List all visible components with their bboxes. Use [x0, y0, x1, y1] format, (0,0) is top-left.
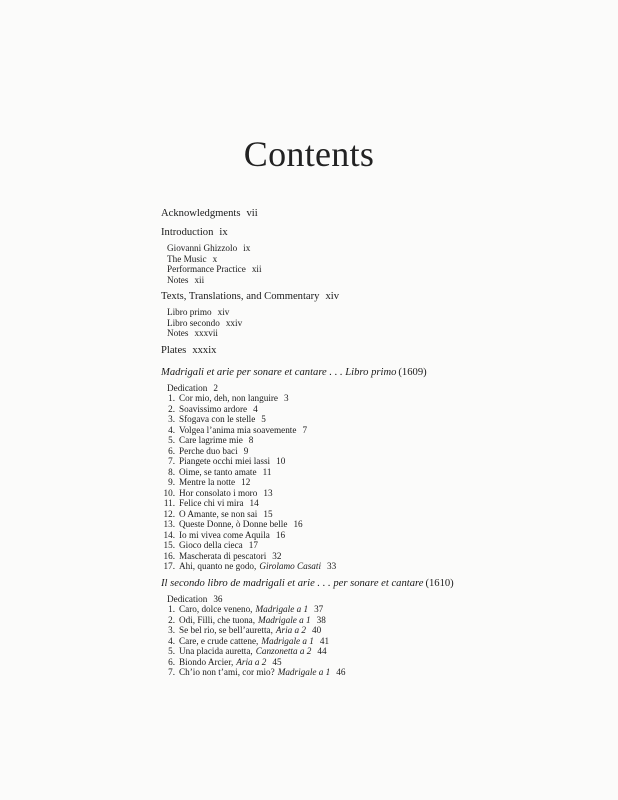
item-page: 13: [263, 487, 273, 498]
item-page: 9: [243, 445, 249, 456]
item-number: 1.: [168, 393, 175, 403]
subentry-page: xii: [194, 274, 205, 285]
item-number: 4.: [168, 635, 175, 646]
toc-subentry: [161, 318, 601, 329]
item-page: 41: [319, 635, 330, 646]
item-title: Oime, se tanto amate: [179, 466, 257, 477]
collection-year: (1609): [398, 366, 427, 378]
list-item: [161, 414, 601, 425]
item-title: Soavissimo ardore: [179, 403, 248, 414]
item-page: 15: [263, 508, 273, 519]
item-page: 14: [249, 498, 259, 508]
collection-title: Il secondo libro de madrigali et arie . . . per sonare et cantare: [161, 577, 424, 589]
table-of-contents: [161, 207, 601, 678]
list-item: [161, 404, 601, 415]
item-title: Se bel rio, se bell’auretta,: [179, 625, 273, 635]
item-number: 17.: [163, 561, 175, 571]
item-page: 8: [248, 435, 254, 445]
item-number: 5.: [168, 646, 175, 656]
subentry-page: xiv: [217, 307, 230, 317]
item-number: 3.: [168, 625, 175, 635]
list-item: [161, 636, 601, 647]
item-number: 14.: [163, 529, 175, 540]
book-one-section: [161, 366, 601, 572]
item-note: Madrigale a 1: [255, 604, 309, 614]
item-title: Ahi, quanto ne godo,: [179, 561, 257, 571]
list-item: [161, 488, 601, 499]
item-number: 10.: [163, 487, 175, 498]
item-title: Piangete occhi miei lassi: [179, 456, 271, 466]
subentry-page: ix: [243, 243, 251, 253]
item-title: Perche duo baci: [179, 445, 238, 456]
item-note: Girolamo Casati: [259, 561, 322, 571]
toc-subentry: [161, 307, 601, 318]
subentry-label: Libro secondo: [167, 317, 220, 328]
entry-label: Plates: [161, 344, 187, 356]
list-item: [161, 456, 601, 467]
item-title: Care lagrime mie: [179, 435, 243, 445]
item-title: Queste Donne, ò Donne belle: [179, 519, 288, 529]
book-two-section: [161, 577, 601, 678]
item-page: 12: [241, 477, 251, 487]
item-note: Aria a 2: [236, 656, 267, 667]
item-page: 17: [248, 540, 258, 550]
item-title: Ch’io non t’ami, cor mio?: [179, 667, 275, 677]
item-number: 1.: [168, 604, 175, 614]
item-number: 16.: [163, 550, 175, 561]
dedication-page: 36: [213, 593, 223, 604]
item-title: Mascherata di pescatori: [179, 550, 267, 561]
subentry-label: Libro primo: [167, 307, 212, 317]
toc-subentry: [161, 275, 601, 286]
collection-heading: [161, 577, 601, 591]
list-item: [161, 625, 601, 636]
item-number: 7.: [168, 456, 175, 466]
item-page: 32: [272, 550, 282, 561]
item-note: Canzonetta a 2: [255, 646, 312, 656]
item-title: Care, e crude cattene,: [179, 635, 259, 646]
collection-heading: [161, 366, 601, 380]
item-title: Volgea l’anima mia soavemente: [179, 424, 297, 435]
dedication-page: 2: [213, 382, 218, 393]
item-number: 12.: [163, 508, 175, 519]
list-item: [161, 604, 601, 615]
item-title: Biondo Arcier,: [179, 656, 234, 667]
item-title: Felice chi vi mira: [179, 498, 244, 508]
item-number: 6.: [168, 445, 175, 456]
toc-entry: [161, 207, 601, 221]
item-title: Una placida auretta,: [179, 646, 253, 656]
item-page: 45: [272, 656, 282, 667]
list-item: [161, 498, 601, 509]
subentry-label: Performance Practice: [167, 264, 246, 274]
subentry-label: Notes: [167, 274, 189, 285]
entry-page: xiv: [325, 291, 339, 302]
entry-label: Acknowledgments: [161, 208, 241, 219]
list-item: [161, 393, 601, 404]
list-item: [161, 509, 601, 520]
item-number: 3.: [168, 414, 175, 424]
item-number: 2.: [168, 403, 175, 414]
entry-label: Texts, Translations, and Commentary: [161, 291, 320, 302]
item-page: 7: [302, 424, 308, 435]
toc-subentry: [161, 328, 601, 339]
toc-entry: [161, 344, 601, 358]
list-item: [161, 561, 601, 572]
list-item: [161, 551, 601, 562]
item-page: 11: [262, 466, 272, 477]
list-item: [161, 477, 601, 488]
item-page: 46: [336, 667, 346, 677]
dedication-label: Dedication: [167, 593, 208, 604]
toc-subentry: [161, 254, 601, 265]
subentry-page: x: [212, 253, 218, 264]
item-number: 2.: [168, 614, 175, 625]
subentry-label: Notes: [167, 328, 189, 338]
entry-label: Introduction: [161, 227, 214, 238]
subentry-page: xxxvii: [194, 328, 218, 338]
item-title: Io mi vivea come Aquila: [179, 529, 270, 540]
list-item: [161, 530, 601, 541]
item-title: Gioco della cieca: [179, 540, 243, 550]
item-title: Hor consolato i moro: [179, 487, 258, 498]
entry-page: xxxix: [192, 344, 217, 356]
front-matter: [161, 207, 601, 358]
toc-subentry: [161, 264, 601, 275]
item-title: Odi, Filli, che tuona,: [179, 614, 256, 625]
page-title: Contents: [243, 134, 375, 174]
item-number: 13.: [163, 519, 175, 529]
list-item: [161, 615, 601, 626]
item-note: Madrigale a 1: [277, 667, 331, 677]
item-note: Madrigale a 1: [258, 614, 311, 625]
item-page: 33: [327, 561, 337, 571]
toc-subentry: [161, 243, 601, 254]
list-item: [161, 667, 601, 678]
list-item: [161, 657, 601, 668]
item-title: Mentre la notte: [179, 477, 236, 487]
subentry-label: The Music: [167, 253, 207, 264]
subentry-page: xii: [251, 264, 262, 274]
list-item: [161, 425, 601, 436]
item-number: 11.: [163, 498, 175, 508]
item-page: 16: [275, 529, 286, 540]
list-item: [161, 540, 601, 551]
item-number: 5.: [168, 435, 175, 445]
item-page: 37: [314, 604, 324, 614]
item-note: Aria a 2: [275, 625, 307, 635]
list-item: [161, 435, 601, 446]
collection-title: Madrigali et arie per sonare et cantare . . . Libro primo: [161, 366, 397, 378]
dedication-entry: [161, 594, 601, 605]
item-title: O Amante, se non sai: [179, 508, 258, 519]
item-page: 4: [253, 403, 258, 414]
item-number: 8.: [168, 466, 175, 477]
item-page: 5: [261, 414, 266, 424]
item-title: Caro, dolce veneno,: [179, 604, 253, 614]
item-page: 38: [316, 614, 326, 625]
collection-year: (1610): [425, 577, 454, 589]
item-number: 15.: [163, 540, 175, 550]
item-page: 16: [293, 519, 303, 529]
item-page: 44: [317, 646, 327, 656]
item-number: 4.: [168, 424, 175, 435]
item-note: Madrigale a 1: [261, 635, 314, 646]
entry-page: ix: [219, 227, 228, 238]
list-item: [161, 646, 601, 657]
list-item: [161, 467, 601, 478]
list-item: [161, 519, 601, 530]
item-title: Cor mio, deh, non languire: [179, 393, 279, 403]
item-number: 7.: [168, 667, 175, 677]
item-page: 3: [284, 393, 289, 403]
item-page: 10: [276, 456, 286, 466]
subentry-label: Giovanni Ghizzolo: [167, 243, 238, 253]
subentry-page: xxiv: [225, 317, 243, 328]
dedication-label: Dedication: [167, 382, 208, 393]
item-page: 40: [312, 625, 322, 635]
item-number: 6.: [168, 656, 175, 667]
item-title: Sfogava con le stelle: [179, 414, 256, 424]
dedication-entry: [161, 383, 601, 394]
toc-entry: [161, 226, 601, 240]
item-number: 9.: [168, 477, 175, 487]
toc-entry: [161, 290, 601, 304]
list-item: [161, 446, 601, 457]
entry-page: vii: [246, 208, 258, 219]
